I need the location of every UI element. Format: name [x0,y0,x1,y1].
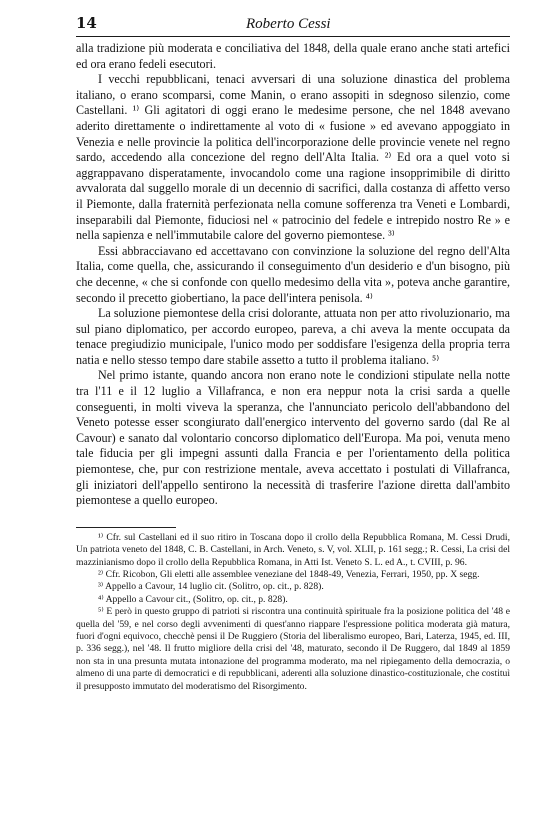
page-number: 14 [76,14,97,32]
footnote-divider [76,527,176,528]
footnote: ⁴⁾ Appello a Cavour cit., (Solitro, op. cit., p. 828). [98,593,288,605]
paragraph: Nel primo istante, quando ancora non erano note le condizioni stipulate nella notte tra l'11 e il 12 luglio a Villafranca, e non era neppur nota la crisi sarda a quelle conseguenti, in molti viveva la speranza, che l'annunciato pericolo dell'abbandono del Veneto potesse esser scongiurato dall'energico intervento del governo sardo (dal Re al Cavour) e sanato dal volontario concorso diplomatico dell'Europa. Ma poi, venuta meno tale fiducia per gli impegni assunti dalla Francia e per l'orientamento della politica piemontese, che, pur con restrizione mentale, aveva accettato i postulati di Villafranca, gli iniziatori dell'appello sentirono la necessità di trasferire l'azione diretta dall'ambito piemontese a quello europeo. [76,368,510,508]
paragraph: Essi abbracciavano ed accettavano con convinzione la soluzione del regno dell'Alta Italia, come quella, che, assicurando il conseguimento d'un desiderio e d'un bisogno, più che decenne, « che si confonde con quello medesimo della vita », poteva anche garantire, secondo il precetto giobertiano, la pace dell'intera penisola. ⁴⁾ [76,243,510,305]
paragraph: I vecchi repubblicani, tenaci avversari di una soluzione dinastica del problema italiano, o erano scomparsi, come Manin, o erano assopiti in sdegnoso silenzio, come Castellani. ¹⁾ Gli agitatori di oggi erano le medesime persone, che nel 1848 avevano aderito direttamente o indirettamente al voto di « fusione » ed avevano appoggiato in Venezia e nelle provincie la politica dell'incorporazione delle provincie venete nel regno sardo, accedendo alla concezione del regno dell'Alta Italia. ²⁾ Ed ora a quel voto si aggrappavano disperatamente, invocandolo come una ragione insopprimibile di diritto avvalorata dal suggello morale di un decennio di sacrifici, dalla costanza di affetto verso il Piemonte, dalla fraternità perfezionata nella comune sofferenza tra Veneti e Lombardi, inseparabili dal Piemonte, fiduciosi nel « patrocinio del fedele e intrepido nostro Re » e nella sapienza e nell'immutabile calore del governo piemontese. ³⁾ [76,72,510,243]
paragraph: alla tradizione più moderata e conciliativa del 1848, della quale erano anche stati artefici ed ora erano fedeli esecutori. [76,41,510,71]
footnote: ¹⁾ Cfr. sul Castellani ed il suo ritiro in Toscana dopo il crollo della Repubblica Romana, M. Cessi Drudi, Un patriota veneto del 1848, C. B. Castellani, in Arch. Veneto, s. V, vol. XLII, p. 161 segg.; R. Cessi, La crisi del mazzinianismo dopo il crollo della Repubblica Romana, in Atti Ist. Veneto S. L. ed A., t. CVIII, p. 96. [76,531,510,568]
footnote: ²⁾ Cfr. Ricobon, Gli eletti alle assemblee veneziane del 1848-49, Venezia, Ferrari, 1950, pp. X segg. [98,569,480,581]
running-head: Roberto Cessi [246,16,331,32]
paragraph: La soluzione piemontese della crisi dolorante, attuata non per atto rivoluzionario, ma sul piano diplomatico, per accordo europeo, pareva, a chi aveva la mente occupata da tenace pregiudizio municipale, l'unico modo per soddisfare l'esigenza della propria terra natia e nello stesso tempo dare stabile assetto a tutto il problema italiano. ⁵⁾ [76,306,510,367]
footnote: ³⁾ Appello a Cavour, 14 luglio cit. (Solitro, op. cit., p. 828). [98,581,324,593]
page-header [76,14,510,37]
footnotes [76,532,510,693]
footnote: ⁵⁾ E però in questo gruppo di patrioti si riscontra una continuità spirituale fra la posizione politica del '48 e quella del '59, e nel corso degli avvenimenti di quest'anno riappare l'espressione politica moderata già matura, fuori d'ogni equivoco, checchè pensi il De Ruggiero (Storia del liberalismo europeo, Bari, Laterza, 1945, ed. III, p. 336 segg.), nel '48. Il frutto migliore della crisi del '48, maturato, secondo il De Ruggero, dal 1849 al 1859 non sta in una presunta mutata intonazione del programma moderato, ma nel ripiegamento della democrazia, o almeno di una parte di democratici e di repubblicani, aderenti alla soluzione dinastico-costituzionale, che costituì il presupposto immutato del moderatismo del Risorgimento. [76,606,510,692]
main-text [76,41,510,509]
